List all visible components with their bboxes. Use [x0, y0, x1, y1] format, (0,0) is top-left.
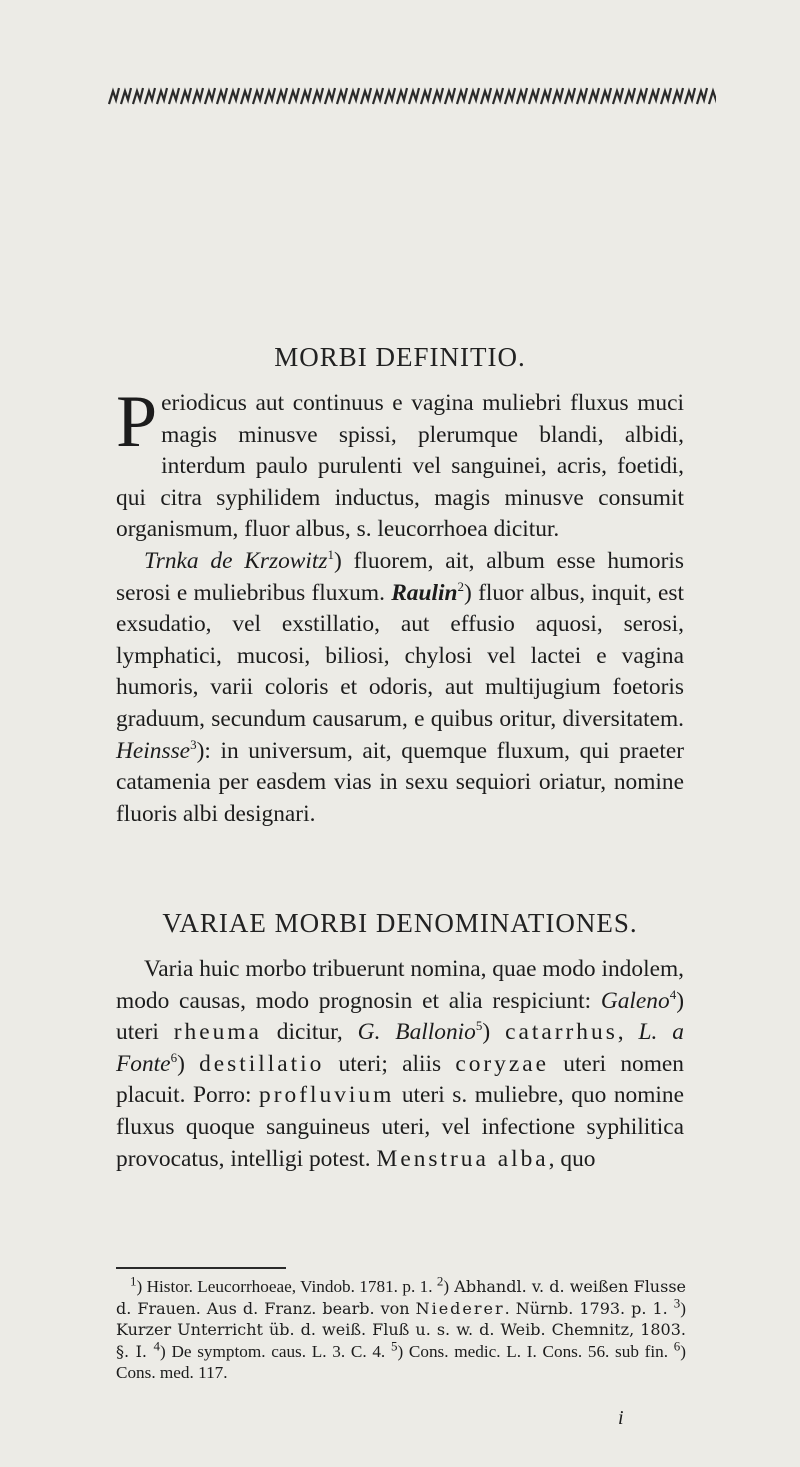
spaced-term: Menstrua alba: [376, 1145, 549, 1172]
author-name: L. a Fonte: [116, 1019, 684, 1077]
footnote-ref: 4: [669, 986, 677, 1002]
paragraph-text: fluor albus, inquit, est exsudatio, vel exstillatio, aut effusio aquosi, serosi, lymphatici, mucosi, biliosi, chylosi vel lactei e vagina humoris, varii coloris et odoris, aut multijugium foetoris graduum, secundum causarum, e quibus oritur, diversitatem.: [116, 579, 684, 732]
footnote-number: 5: [390, 1338, 398, 1354]
footnote-text: Cons. medic. L. I. Cons. 56. sub fin.: [403, 1341, 674, 1361]
footnote-ref: 5: [475, 1018, 483, 1034]
section-heading-variants: VARIAE MORBI DENOMINATIONES.: [162, 908, 638, 938]
spaced-term: destillatio: [199, 1050, 325, 1077]
paragraph-text: uteri s. muliebre, quo nomine fluxus quoque sanguineus uteri, vel infectione syphilitica provocatus, intelligi potest.: [116, 1082, 684, 1172]
footnote-ref: 1: [327, 547, 334, 563]
author-name: Raulin: [391, 579, 458, 606]
paragraph-text: , quo: [548, 1145, 596, 1172]
footnote-ref: 6: [170, 1049, 178, 1065]
spaced-term: rheuma: [173, 1019, 262, 1046]
section-heading-definition: MORBI DEFINITIO.: [274, 342, 526, 372]
footnote-text: . Nürnb. 1793. p. 1.: [504, 1298, 674, 1318]
spaced-term: catarrhus: [505, 1019, 618, 1046]
footnote-text: Histor. Leucorrhoeae, Vindob. 1781. p. 1.: [142, 1277, 437, 1296]
footnote-text: Niederer: [415, 1298, 505, 1318]
paragraph-authorities: Trnka de Krzowitz$^1$) fluorem, ait, album esse humoris serosi e muliebribus fluxum. Raulin$^2$) fluor albus, inquit, est exsudatio, vel exstillatio, aut effusio aquosi, serosi, lymphatici, mucosi, biliosi, chylosi vel lactei e vagina humoris, varii coloris et odoris, aut multijugium foetoris graduum, secundum causarum, e quibus oritur, diversitatem. Heinsse$^3$): in universum, ait, quemque fluxum, qui praeter catamenia per easdem vias in sexu sequiori oriatur, nomine fluoris albi designari.: [116, 547, 684, 827]
paragraph-text: Varia huic morbo tribuerunt nomina, quae modo indolem, modo causas, modo prognosin et alia respiciunt:: [116, 956, 684, 1014]
footnote-divider: [116, 1267, 286, 1269]
paragraph-text: uteri nomen placuit. Porro:: [116, 1050, 684, 1109]
footnote-text: Kurzer Unterricht üb. d. weiß. Fluß u. s. w. d. Weib. Chemnitz, 1803. §. I.: [116, 1320, 686, 1361]
footnote-ref: 2: [457, 578, 465, 594]
paragraph-text: fluorem, ait, album esse humoris serosi e muliebribus fluxum.: [116, 548, 684, 606]
author-name: G. Ballonio: [357, 1019, 476, 1046]
footnote-text: De symptom. caus. L. 3. C. 4.: [165, 1341, 391, 1361]
footnote-number: 6: [673, 1338, 681, 1354]
footnote-number: 4: [153, 1338, 160, 1354]
footnote-number: 2: [436, 1273, 444, 1289]
paragraph-text: eriodicus aut continuus e vagina muliebri fluxus muci magis minusve spissi, plerumque blandi, albidi, interdum paulo purulenti vel sanguinei, acris, foetidi, qui citra syphilidem inductus, magis minusve consumit organismum, fluor albus, s. leucorrhoea dicitur.: [116, 390, 684, 543]
footnote-number: 1: [130, 1273, 137, 1289]
header-ornament-border: [108, 84, 716, 108]
spaced-term: coryzae: [455, 1050, 550, 1077]
author-name: Galeno: [600, 987, 670, 1014]
paragraph-text: uteri: [116, 1019, 174, 1046]
paragraph-definition: [116, 381, 684, 546]
author-name: Trnka de Krzowitz: [144, 548, 328, 574]
paragraph-text: uteri; aliis: [324, 1050, 456, 1077]
footnotes: $^1$) Histor. Leucorrhoeae, Vindob. 1781. p. 1. $^2$) Abhandl. v. d. weißen Flusse d. Frauen. Aus d. Franz. bearb. von Niederer. Nürnb. 1793. p. 1. $^3$) Kurzer Unterricht üb. d. weiß. Fluß u. s. w. d. Weib. Chemnitz, 1803. §. I. $^4$) De symptom. caus. L. 3. C. 4. $^5$) Cons. medic. L. I. Cons. 56. sub fin. $^6$) Cons. med. 117.: [116, 1273, 687, 1383]
author-name: Heinsse: [116, 737, 191, 764]
paragraph-text: : in universum, ait, quemque fluxum, qui praeter catamenia per easdem vias in sexu sequiori oriatur, nomine fluoris albi designari.: [116, 737, 684, 827]
paragraph-text: ,: [617, 1019, 639, 1046]
spaced-term: profluvium: [259, 1082, 395, 1109]
paragraph-text: [490, 1019, 505, 1045]
drop-cap: P: [116, 381, 158, 463]
footnote-text: Cons. med. 117.: [116, 1363, 228, 1383]
paragraph-text: [185, 1051, 199, 1077]
footnote-number: 3: [673, 1294, 681, 1310]
paragraph-denominations: Varia huic morbo tribuerunt nomina, quae modo indolem, modo causas, modo prognosin et alia respiciunt: Galeno$^4$) uteri rheuma dicitur, G. Ballonio$^5$) catarrhus, L. a Fonte$^6$) destillatio uteri; aliis coryzae uteri nomen placuit. Porro: profluvium uteri s. muliebre, quo nomine fluxus quoque sanguineus uteri, vel infectione syphilitica provocatus, intelligi potest. Menstrua alba, quo: [116, 956, 684, 1172]
paragraph-text: dicitur,: [261, 1019, 358, 1046]
signature-mark: i: [618, 1407, 624, 1429]
footnote-ref: 3: [190, 736, 197, 752]
footnote-text: Abhandl. v. d. weißen Flusse d. Frauen. Aus d. Franz. bearb. von: [116, 1277, 687, 1318]
